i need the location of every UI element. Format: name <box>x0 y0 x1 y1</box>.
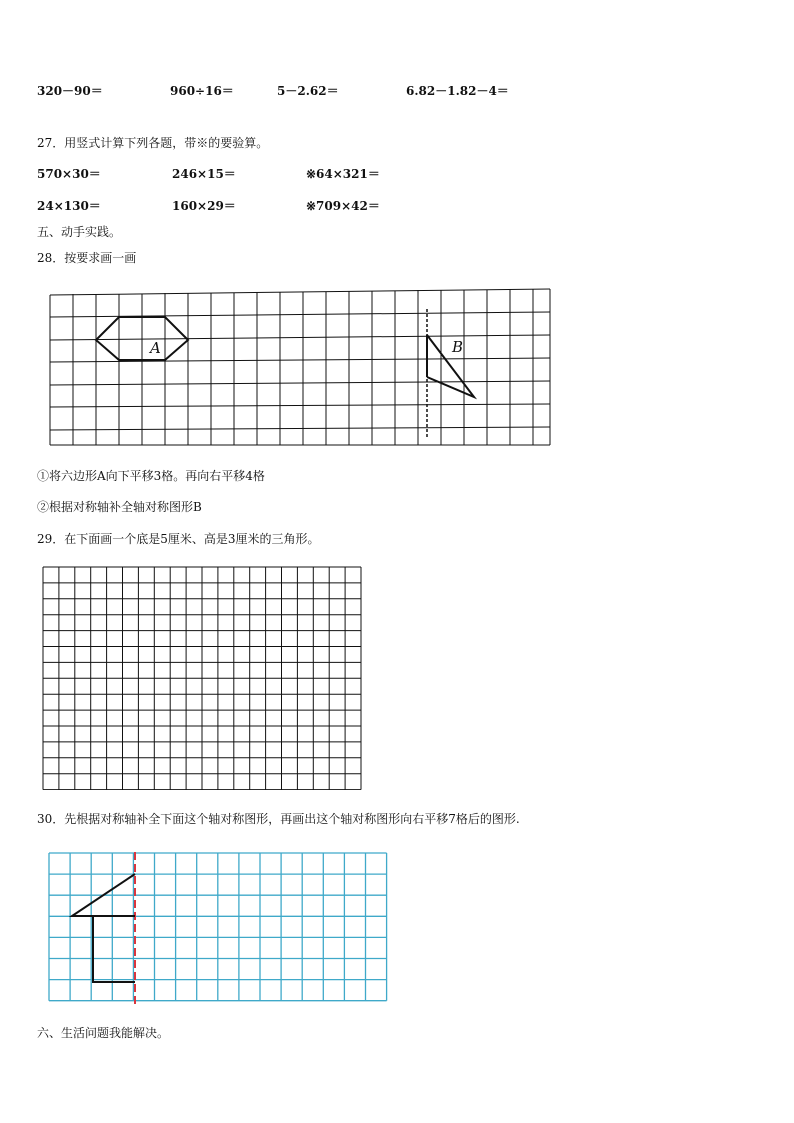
q28-grid <box>48 287 553 447</box>
q30-grid <box>48 852 388 1007</box>
label-a: A <box>150 339 161 357</box>
calc-item-2: 960÷16＝ <box>170 84 234 98</box>
figure-q30-body <box>93 916 135 982</box>
calc-item-4: 6.82－1.82－4＝ <box>406 84 509 98</box>
q29-title: 29．在下面画一个底是5厘米、高是3厘米的三角形。 <box>37 532 320 546</box>
section6-title: 六、生活问题我能解决。 <box>37 1026 170 1040</box>
q27-title: 27．用竖式计算下列各题，带※的要验算。 <box>37 136 269 150</box>
q27-r2-c1: 24×130＝ <box>37 199 101 213</box>
q30-title: 30．先根据对称轴补全下面这个轴对称图形，再画出这个轴对称图形向右平移7格后的图形. <box>37 812 520 826</box>
q28-title: 28．按要求画一画 <box>37 251 137 265</box>
q27-r2-c2: 160×29＝ <box>172 199 236 213</box>
q28-task2: ②根据对称轴补全轴对称图形B <box>37 500 202 514</box>
calc-item-1: 320－90＝ <box>37 84 103 98</box>
q27-r1-c1: 570×30＝ <box>37 167 101 181</box>
q29-grid <box>42 566 364 790</box>
q27-r1-c2: 246×15＝ <box>172 167 236 181</box>
q28-task1: ①将六边形A向下平移3格。再向右平移4格 <box>37 469 265 483</box>
q27-r2-c3: ※709×42＝ <box>306 199 380 213</box>
q27-r1-c3: ※64×321＝ <box>306 167 380 181</box>
calc-item-3: 5－2.62＝ <box>277 84 339 98</box>
figure-b-half <box>427 335 474 397</box>
section5-title: 五、动手实践。 <box>37 225 122 239</box>
label-b: B <box>452 338 464 356</box>
